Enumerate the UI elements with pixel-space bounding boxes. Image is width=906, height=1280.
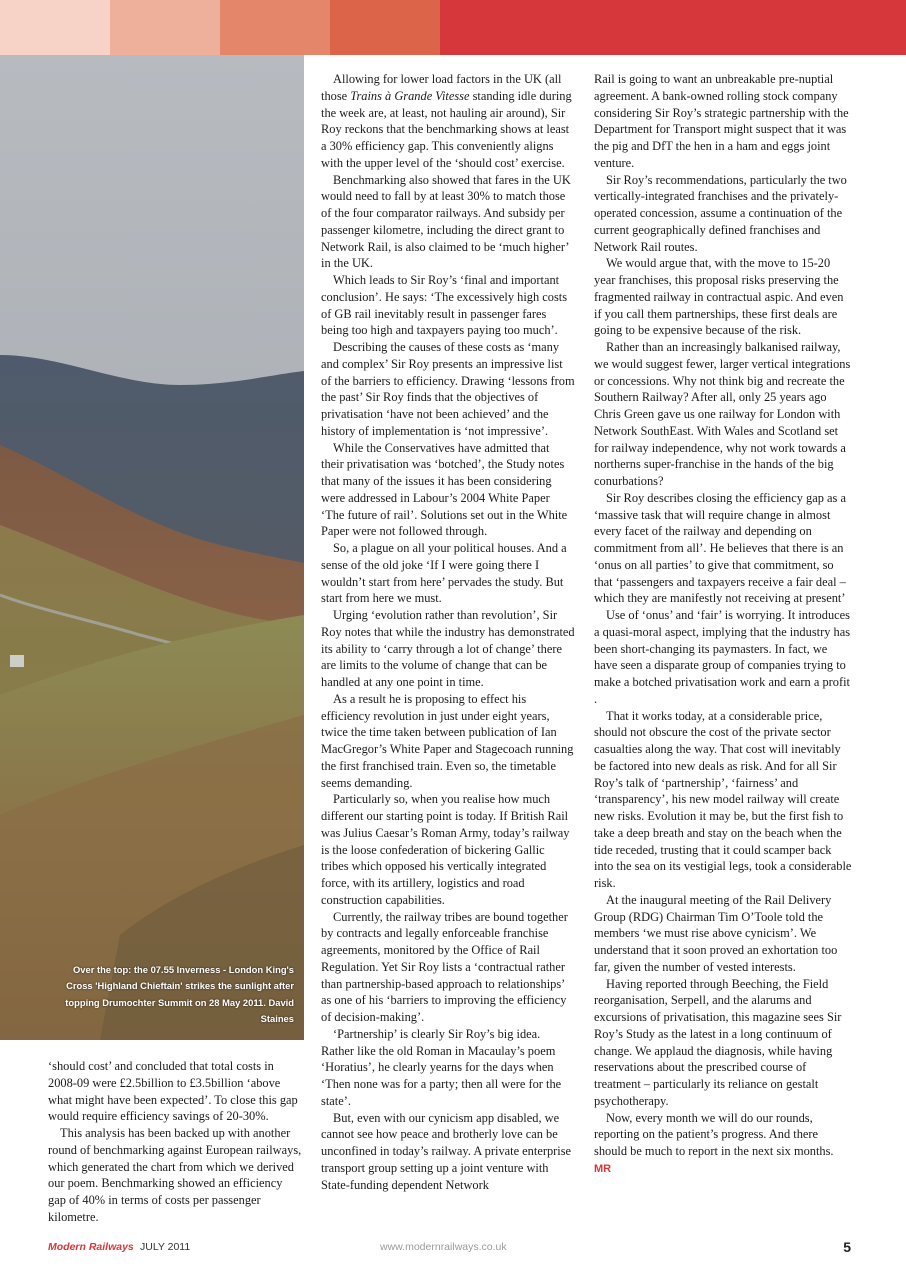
paragraph <box>594 1110 852 1178</box>
text-span: Now, every month we will do our rounds, reporting on the patient’s progress. And there should be much to report in the next six months. <box>594 1110 834 1158</box>
band-block-5 <box>440 0 906 55</box>
paragraph: Currently, the railway tribes are bound together by contracts and legally enforceable franchise agreements, monitored by the Office of Rail Regulation. Yet Sir Roy lists a ‘contractual rather than partnership-based approach to relationships’ as one of his ‘barriers to improving the efficiency of decision-making’. <box>321 909 568 1024</box>
paragraph: ‘Partnership’ is clearly Sir Roy’s big idea. Rather like the old Roman in Macaulay’s poem ‘Horatius’, he clearly yearns for the days when ‘Then none was for a party; then all were for the state’. <box>321 1026 562 1108</box>
paragraph: Particularly so, when you realise how much different our starting point is today. If British Rail was Julius Caesar’s Roman Army, today’s railway is the loose confederation of bickering Gallic tribes which opposed his vertically integrated force, with its artillery, logistics and road construction capabilities. <box>321 792 570 907</box>
paragraph: While the Conservatives have admitted that their privatisation was ‘botched’, the Study notes that many of the issues it has been considering were addressed in Labour’s 2004 White Paper ‘The future of rail’. Solutions set out in the White Paper were not followed through. <box>321 440 568 539</box>
band-block-3 <box>220 0 330 55</box>
article-column-1 <box>48 1058 302 1226</box>
paragraph: That it works today, at a considerable price, should not obscure the cost of the private sector casualties along the way. That cost will inevitably be factored into new deals as risk. And for all Sir Roy’s talk of ‘partnership’, ‘fairness’ and ‘transparency’, his new model railway will create new risks. Evolution it may be, but the first fish to take a deep breath and stay on the beach when the tide receded, trusting that it could scamper back into the sea on its vestigial legs, took a considerable risk. <box>594 708 852 890</box>
paragraph: We would argue that, with the move to 15-20 year franchises, this proposal risks preserving the fragmented railway in contractual aspic. And even if you call them partnerships, these first deals are going to be expensive because of the risk. <box>594 256 844 338</box>
magazine-name: Modern Railways <box>48 1241 134 1253</box>
paragraph: Rather than an increasingly balkanised railway, we would suggest fewer, larger vertical integrations or concessions. Why not think big and recreate the Southern Railway? After all, only 25 years ago Chris Green gave us one railway for London with Network SouthEast. With Wales and Scotland set for railway independence, why not work towards a northerns super-franchise in the hands of the big conurbations? <box>594 340 851 488</box>
paragraph: But, even with our cynicism app disabled, we cannot see how peace and brotherly love can be unconfined in today’s railway. A private enterprise transport group setting up a joint venture with State-funding dependent Network <box>321 1110 572 1192</box>
photo-illustration <box>0 55 304 1040</box>
header-color-band <box>0 0 906 55</box>
page-number: 5 <box>843 1239 851 1255</box>
band-block-2 <box>110 0 220 55</box>
paragraph: Describing the causes of these costs as ‘many and complex’ Sir Roy presents an impressive list of the barriers to efficiency. Drawing ‘lessons from the past’ Sir Roy finds that the objectives of privatisation ‘have not been achieved’ and the history of implementation is ‘not impressive’. <box>321 340 575 438</box>
paragraph: So, a plague on all your political houses. And a sense of the old joke ‘If I were going there I wouldn’t start from here’ pervades the study. But start from here we must. <box>321 541 567 606</box>
paragraph: Having reported through Beeching, the Field reorganisation, Serpell, and the alarums and excursions of privatisation, this magazine sees Sir Roy’s Study as the latest in a long continuum of change. We applaud the diagnosis, while having reservations about the prescribed course of treatment – particularly its reliance on gestalt psychotherapy. <box>594 976 842 1108</box>
paragraph: As a result he is proposing to effect his efficiency revolution in just under eight years, twice the time taken between publication of Ian MacGregor’s White Paper and Stagecoach running the first franchised train. Even so, the timetable seems demanding. <box>321 691 574 790</box>
paragraph: Which leads to Sir Roy’s ‘final and important conclusion’. He says: ‘The excessively high costs of GB rail inevitably result in passenger fares being too high and taxpayers paying too much’. <box>321 273 568 338</box>
paragraph: Urging ‘evolution rather than revolution’, Sir Roy notes that while the industry has demonstrated its ability to ‘carry through a lot of change’ there are limits to the volume of change that can be handled at any one point in time. <box>321 608 575 689</box>
band-block-1 <box>0 0 110 55</box>
paragraph: ‘should cost’ and concluded that total costs in 2008-09 were £2.5billion to £3.5billion ‘above what might have been expected’. To close this gap would require efficiency savings of 20-30%. <box>48 1059 298 1124</box>
paragraph: Sir Roy describes closing the efficiency gap as a ‘massive task that will require change in almost every facet of the railway and depending on commitment from all’. He believes that there is an ‘onus on all parties’ to give that commitment, so that ‘passengers and taxpayers receive a fair deal – which they are manifestly not receiving at present’ <box>594 490 846 606</box>
paragraph <box>321 71 575 172</box>
paragraph: Use of ‘onus’ and ‘fair’ is worrying. It introduces a quasi-moral aspect, implying that the industry has been short-changing its paymasters. In fact, we have seen a disparate group of companies trying to make a botched privatisation work and earn a profit . <box>594 608 851 706</box>
band-block-4 <box>330 0 440 55</box>
text-span: standing idle during the week are, at least, not hauling air around), Sir Roy reckons that the benchmarking shows at least a 30% efficiency gap. This conveniently aligns with the upper level of the ‘should cost’ exercise. <box>321 88 572 170</box>
article-column-2 <box>321 71 575 1193</box>
paragraph: Rail is going to want an unbreakable pre-nuptial agreement. A bank-owned rolling stock company considering Sir Roy’s strategic partnership with the Department for Transport might suspect that it was the pig and DfT the hen in a ham and eggs joint venture. <box>594 72 849 170</box>
issue-date: JULY 2011 <box>140 1241 191 1253</box>
page-footer <box>48 1241 851 1257</box>
paragraph: Sir Roy’s recommendations, particularly the two vertically-integrated franchises and the privately-operated concession, assume a continuation of the current geographically defined franchises and Network Rail routes. <box>594 172 847 254</box>
italic-title: Trains à Grande Vitesse <box>350 88 470 103</box>
paragraph: At the inaugural meeting of the Rail Delivery Group (RDG) Chairman Tim O’Toole told the members ‘we must rise above cynicism’. We understand that it soon proved an exhortation too far, given the number of vested interests. <box>594 892 838 974</box>
website-url: www.modernrailways.co.uk <box>380 1241 507 1253</box>
text-span: Allowing for lower load factors in the UK (all those <box>321 72 562 103</box>
paragraph: Benchmarking also showed that fares in the UK would need to fall by at least 30% to match those of the four comparator railways. And subsidy per passenger kilometre, including the direct grant to Network Rail, is also claimed to be ‘much higher’ in the UK. <box>321 172 571 271</box>
signoff-mark: MR <box>594 1162 612 1175</box>
landscape-photo <box>0 55 304 1040</box>
article-column-3 <box>594 71 852 1178</box>
paragraph: This analysis has been backed up with another round of benchmarking against European railways, which generated the chart from which we derived our poem. Benchmarking showed an efficiency gap of 40% in terms of costs per passenger kilometre. <box>48 1126 302 1224</box>
photo-caption: Over the top: the 07.55 Inverness - London King's Cross 'Highland Chieftain' strikes the sunlight after topping Drumochter Summit on 28 May 2011. David Staines <box>65 963 294 1025</box>
